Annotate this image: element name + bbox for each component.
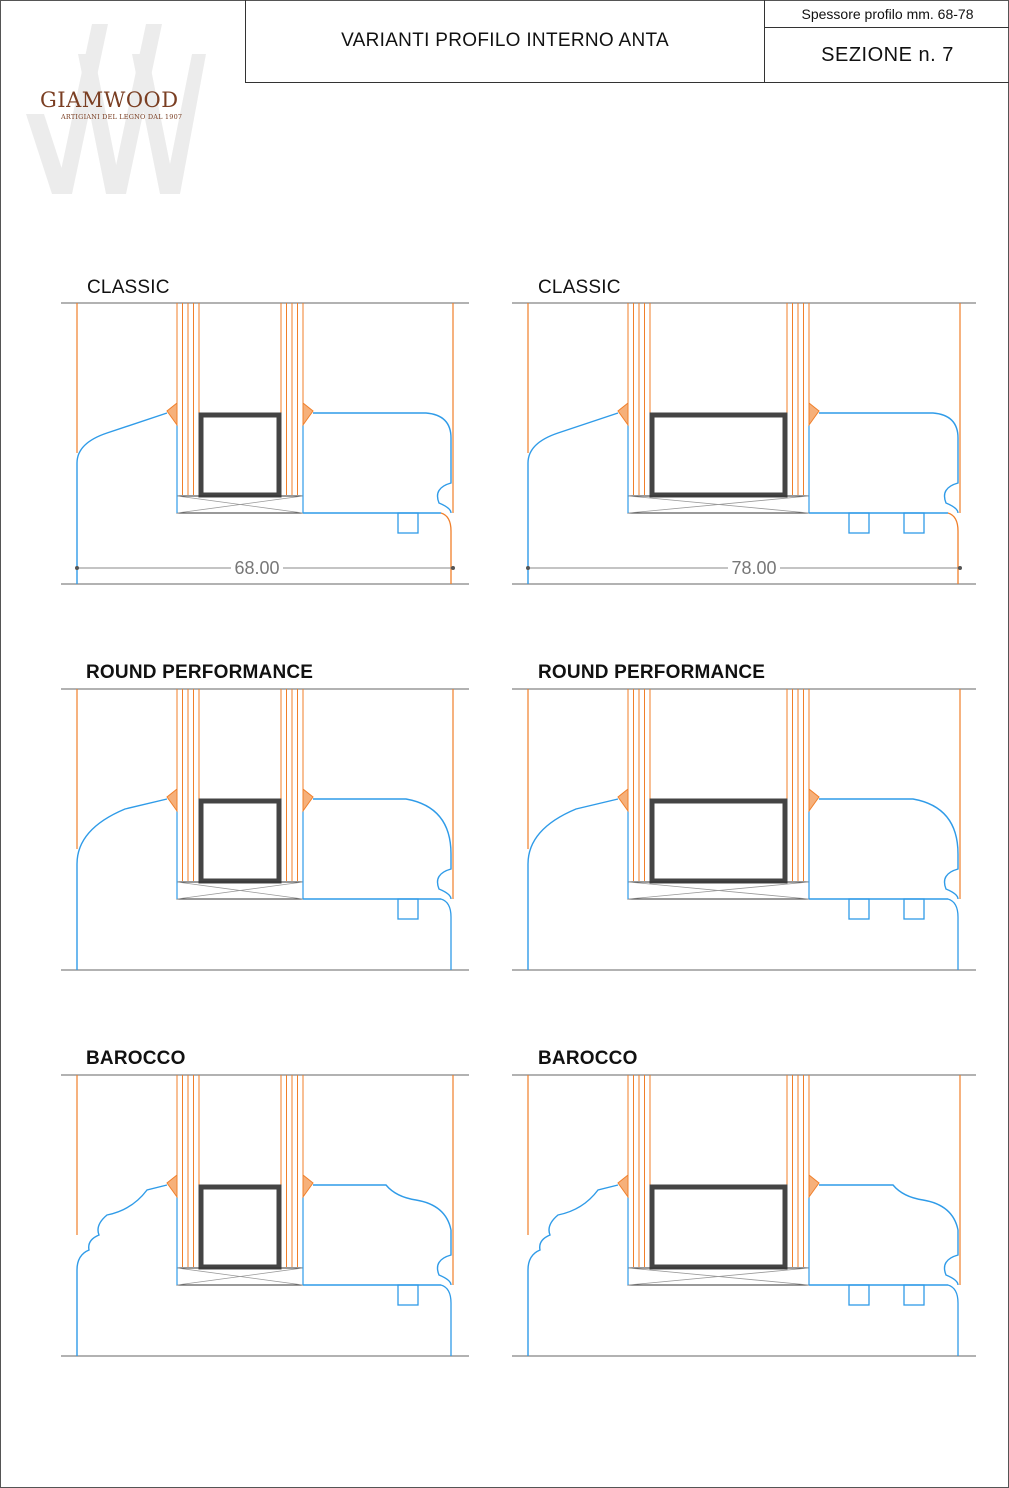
section-number: SEZIONE n. 7 — [821, 43, 954, 66]
hardware-slot — [904, 1285, 924, 1305]
profile-section-5 — [512, 1075, 976, 1356]
section-label-barocco-68: BAROCCO — [86, 1048, 186, 1069]
right-profile-curve — [313, 1185, 451, 1285]
profile-section-1 — [512, 303, 976, 584]
dimension-tick — [958, 566, 962, 570]
hardware-slot — [398, 899, 418, 919]
gasket-left — [618, 789, 628, 811]
gasket-right — [303, 1175, 313, 1197]
gasket-left — [167, 1175, 177, 1197]
dimension-tick — [75, 566, 79, 570]
dimension-label: 68.00 — [234, 558, 280, 578]
left-profile-curve — [77, 413, 167, 584]
brand-tagline: ARTIGIANI DEL LEGNO DAL 1907 — [61, 113, 183, 121]
gasket-left — [618, 1175, 628, 1197]
gasket-left — [618, 403, 628, 425]
right-profile-curve — [313, 413, 451, 513]
right-profile-curve — [819, 413, 958, 513]
hardware-slot — [904, 513, 924, 533]
section-label-classic-68: CLASSIC — [87, 277, 170, 298]
frame-right-lower — [441, 1285, 451, 1356]
frame-right-lower — [948, 1285, 958, 1356]
gasket-right — [809, 1175, 819, 1197]
drawing-title: VARIANTI PROFILO INTERNO ANTA — [341, 30, 669, 51]
frame-right-lower — [441, 513, 451, 584]
profile-section-3 — [512, 689, 976, 970]
section-label-round-78: ROUND PERFORMANCE — [538, 662, 766, 683]
gasket-right — [303, 403, 313, 425]
glass-unit — [201, 801, 279, 881]
left-profile-curve — [77, 799, 167, 970]
left-profile-curve — [528, 799, 618, 970]
profile-thickness: Spessore profilo mm. 68-78 — [765, 0, 1009, 28]
gasket-right — [303, 789, 313, 811]
hardware-slot — [849, 899, 869, 919]
left-profile-curve — [528, 1185, 618, 1356]
glass-unit — [201, 415, 279, 495]
dimension-tick — [526, 566, 530, 570]
profile-section-0 — [61, 303, 469, 584]
brand-name: GIAMWOOD — [40, 88, 179, 112]
glass-unit — [652, 415, 785, 495]
hardware-slot — [904, 899, 924, 919]
gasket-left — [167, 789, 177, 811]
left-profile-curve — [528, 413, 618, 584]
glass-unit — [652, 801, 785, 881]
frame-right-lower — [948, 899, 958, 970]
right-profile-curve — [819, 799, 958, 899]
section-label-round-68: ROUND PERFORMANCE — [86, 662, 314, 683]
hardware-slot — [849, 513, 869, 533]
right-profile-curve — [313, 799, 451, 899]
profile-section-4 — [61, 1075, 469, 1356]
gasket-right — [809, 789, 819, 811]
right-profile-curve — [819, 1185, 958, 1285]
profile-section-2 — [61, 689, 469, 970]
dimension-tick — [451, 566, 455, 570]
hardware-slot — [398, 513, 418, 533]
hardware-slot — [398, 1285, 418, 1305]
left-profile-curve — [77, 1185, 167, 1356]
hardware-slot — [849, 1285, 869, 1305]
section-label-barocco-78: BAROCCO — [538, 1048, 638, 1069]
gasket-right — [809, 403, 819, 425]
glass-unit — [652, 1187, 785, 1267]
dimension-label: 78.00 — [731, 558, 777, 578]
gasket-left — [167, 403, 177, 425]
glass-unit — [201, 1187, 279, 1267]
frame-right-lower — [441, 899, 451, 970]
frame-right-lower — [948, 513, 958, 584]
section-label-classic-78: CLASSIC — [538, 277, 621, 298]
